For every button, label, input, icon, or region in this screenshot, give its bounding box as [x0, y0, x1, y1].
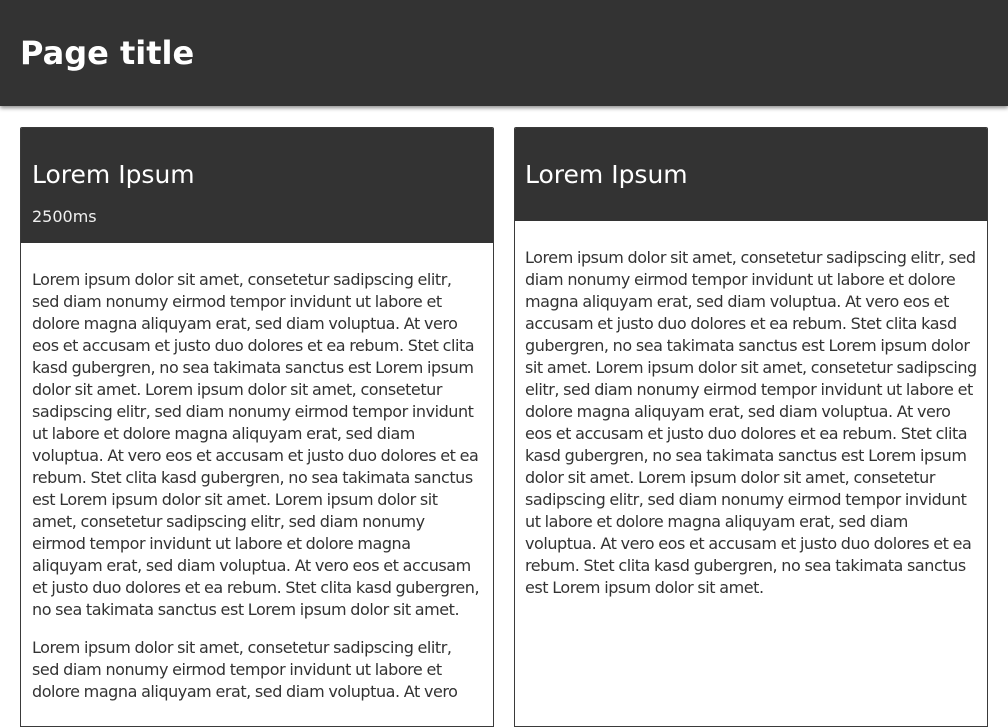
card-paragraph: Lorem ipsum dolor sit amet, consetetur sadipscing elitr, sed diam nonumy eirmod tempor invidunt ut labore et dolore magna aliquyam erat, sed diam voluptua. At vero eos et accusam et justo duo dolores et ea rebum. Stet clita kasd gubergren, no sea takimata sanctus est Lorem ipsum dolor sit amet. Lorem ipsum dolor sit amet, consetetur sadipscing elitr, sed diam nonumy eirmod tempor invidunt ut labore et dolore magna aliquyam erat, sed diam voluptua. At vero eos et accusam et justo duo dolores et ea rebum. Stet clita kasd gubergren, no sea takimata sanctus est Lorem ipsum dolor sit amet. Lorem ipsum dolor sit amet, consetetur sadipscing elitr, sed diam nonumy eirmod tempor invidunt ut labore et dolore magna aliquyam erat, sed diam voluptua. At vero eos et accusam et justo duo dolores et ea rebum. Stet clita kasd gubergren, no sea takimata sanctus est Lorem ipsum dolor sit amet. [32, 270, 480, 619]
page-title: Page title [20, 34, 195, 72]
card-title: Lorem Ipsum [32, 160, 195, 189]
card-duration-label: 2500ms [32, 207, 97, 226]
card-lorem-ipsum [514, 127, 988, 727]
card-header [21, 128, 493, 243]
card-paragraph: Lorem ipsum dolor sit amet, consetetur sadipscing elitr, sed diam nonumy eirmod tempor invidunt ut labore et dolore magna aliquyam erat, sed diam voluptua. At vero [32, 638, 458, 701]
app-header [0, 0, 1008, 106]
card-lorem-ipsum-timed [20, 127, 494, 727]
card-title: Lorem Ipsum [525, 160, 688, 189]
card-body [21, 243, 493, 703]
card-header [515, 128, 987, 221]
card-body [515, 221, 987, 599]
card-paragraph: Lorem ipsum dolor sit amet, consetetur sadipscing elitr, sed diam nonumy eirmod tempor invidunt ut labore et dolore magna aliquyam erat, sed diam voluptua. At vero eos et accusam et justo duo dolores et ea rebum. Stet clita kasd gubergren, no sea takimata sanctus est Lorem ipsum dolor sit amet. Lorem ipsum dolor sit amet, consetetur sadipscing elitr, sed diam nonumy eirmod tempor invidunt ut labore et dolore magna aliquyam erat, sed diam voluptua. At vero eos et accusam et justo duo dolores et ea rebum. Stet clita kasd gubergren, no sea takimata sanctus est Lorem ipsum dolor sit amet. Lorem ipsum dolor sit amet, consetetur sadipscing elitr, sed diam nonumy eirmod tempor invidunt ut labore et dolore magna aliquyam erat, sed diam voluptua. At vero eos et accusam et justo duo dolores et ea rebum. Stet clita kasd gubergren, no sea takimata sanctus est Lorem ipsum dolor sit amet. [525, 248, 977, 597]
